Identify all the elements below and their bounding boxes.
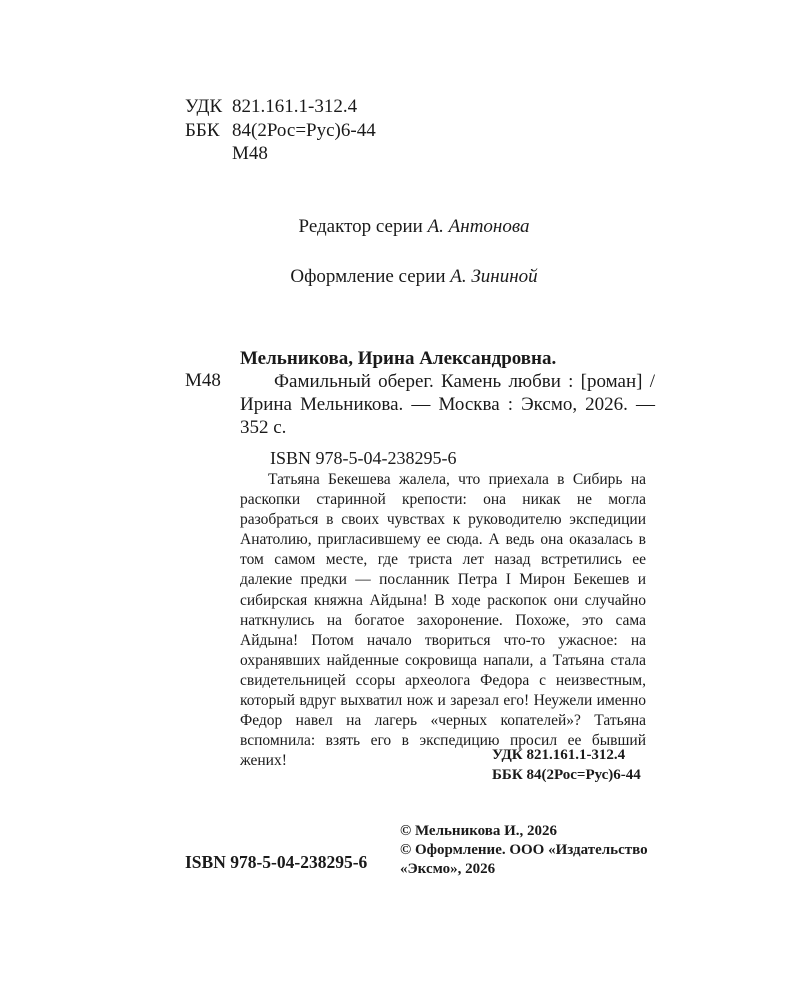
copyright-author: © Мельникова И., 2026 bbox=[400, 823, 558, 839]
design-prefix: Оформление серии bbox=[290, 266, 446, 287]
annotation-paragraph: Татьяна Бекешева жалела, что приехала в Сибирь на раскопки старинной крепости: она никак не могла разобраться в своих чувствах к руководителю экспедиции Анатолию, пригласившему ее сюда. А ведь она оказалась в том самом месте, где триста лет назад встретились ее далекие предки — посланник Петра I Мирон Бекешев и сибирская княжна Айдына! В ходе раскопок они случайно наткнулись на богатое захоронение. Похоже, это сама Айдына! Потом начало твориться что-то ужасное: на охранявших найденные сокровища напали, а Татьяна стала свидетельницей ссоры археолога Федора с неизвестным, который вдруг выхватил нож и зарезал его! Неужели именно Федор навел на лагерь «черных копателей»? Татьяна вспомнила: взять его в экспедицию просил ее бывший жених! bbox=[240, 471, 646, 770]
bottom-classification bbox=[492, 745, 641, 785]
bottom-udk: УДК 821.161.1-312.4 bbox=[492, 747, 626, 763]
bbk-value: 84(2Рос=Рус)6-44 bbox=[232, 119, 376, 141]
editor-prefix: Редактор серии bbox=[298, 216, 423, 237]
bottom-isbn: ISBN 978-5-04-238295-6 bbox=[185, 852, 368, 872]
bib-margin-mark: М48 bbox=[185, 370, 221, 391]
design-name: А. Зининой bbox=[450, 266, 538, 287]
editor-name: А. Антонова bbox=[427, 216, 530, 237]
bbk-row bbox=[185, 119, 376, 143]
bbk-label: ББК bbox=[185, 119, 220, 141]
series-editor-credit bbox=[0, 215, 800, 239]
copyright-design: © Оформление. ООО «Издательство «Эксмо», 2026 bbox=[400, 842, 648, 877]
udk-value: 821.161.1-312.4 bbox=[232, 96, 358, 117]
bib-description: Фамильный оберег. Камень любви : [роман] / Ирина Мельникова. — Москва : Эксмо, 2026. — 352 с. bbox=[240, 371, 655, 438]
bib-isbn: ISBN 978-5-04-238295-6 bbox=[270, 448, 457, 468]
copyright-block bbox=[400, 822, 650, 879]
udk-label: УДК bbox=[185, 96, 223, 117]
author-mark: М48 bbox=[232, 143, 268, 164]
classification-block bbox=[185, 95, 376, 166]
series-design-credit bbox=[0, 265, 800, 289]
bibliographic-record bbox=[240, 347, 655, 439]
udk-row bbox=[185, 95, 376, 119]
bib-author: Мельникова, Ирина Александровна. bbox=[240, 348, 557, 369]
bottom-bbk: ББК 84(2Рос=Рус)6-44 bbox=[492, 767, 641, 783]
author-mark-row bbox=[185, 142, 376, 166]
